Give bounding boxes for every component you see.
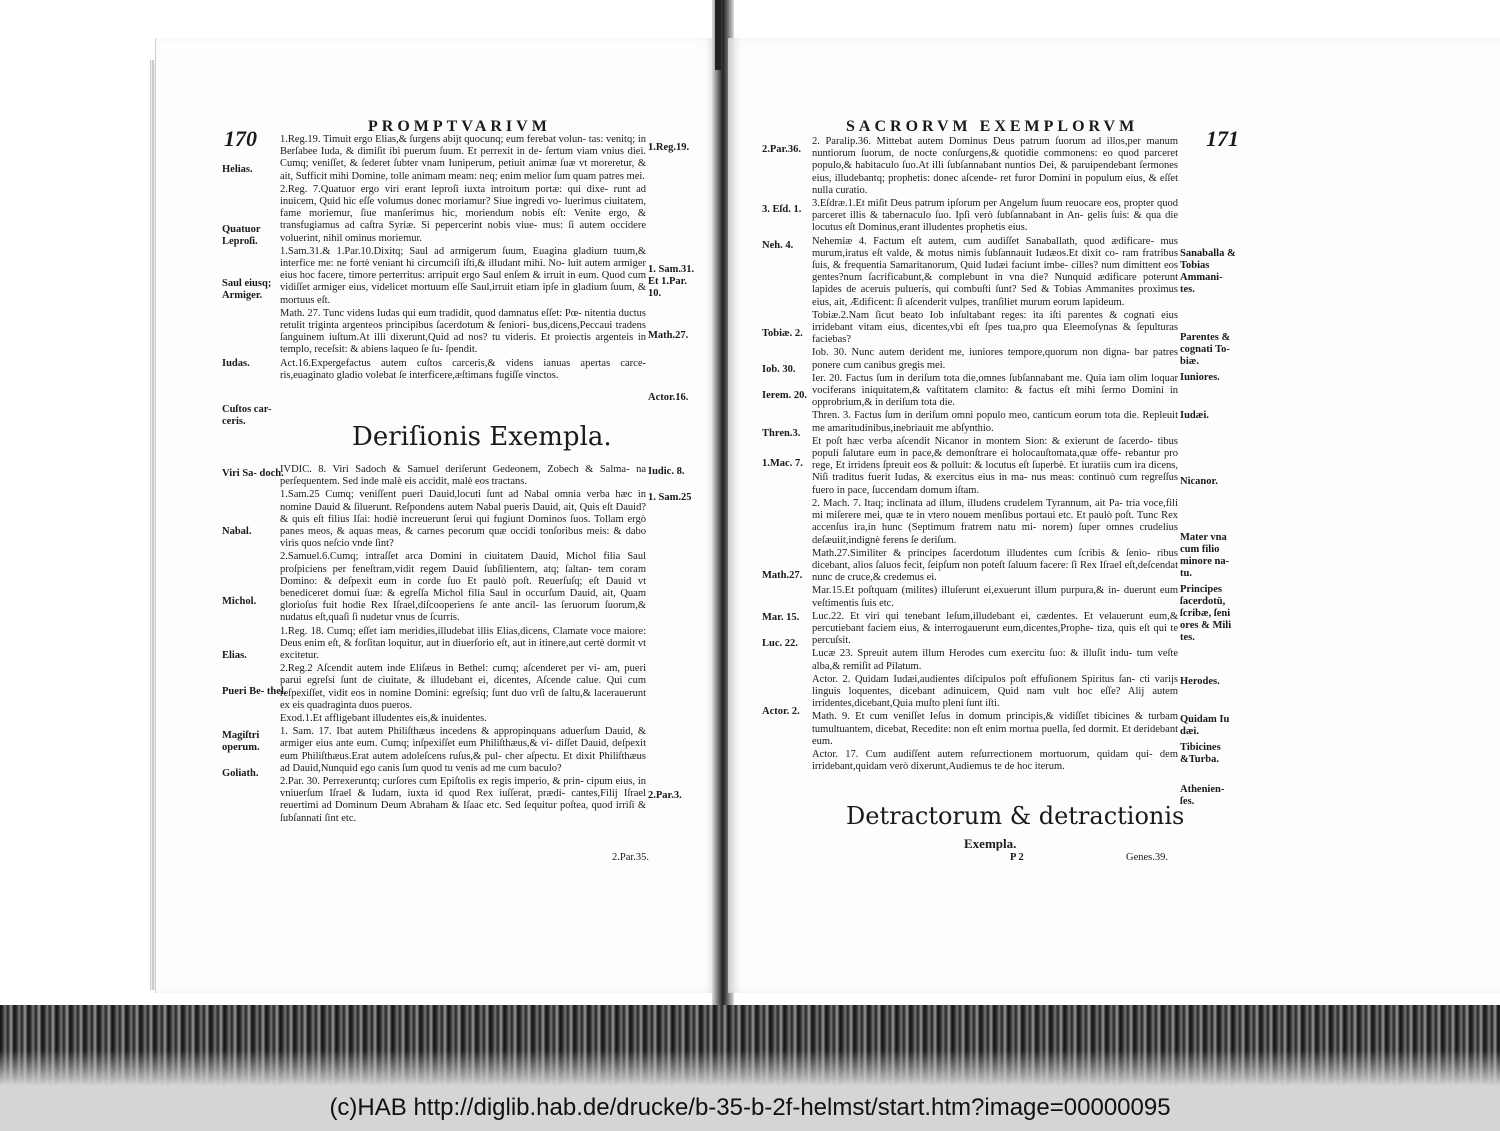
paragraph: 1.Reg. 18. Cumq; eſſet iam meridies,illudebat illis Elias,dicens, Clamate voce maiore: Deus enim eſt, & forſitan loquitur, aut in diuerſorio eſt, aut in itinere,aut certè dormit vt excitetur.: [280, 625, 646, 662]
paragraph: 3.Eſdræ.1.Et miſit Deus patrum ipſorum per Angelum ſuum reuocare eos, propter quod parceret illis & tabernaculo ſuo. Ipſi verò ſubſannabant in An- gelis ſuis: & qua die locutus eſt Dominus,erant illudentes prophetis eius.: [812, 198, 1178, 234]
paragraph: 2.Samuel.6.Cumq; intraſſet arca Domini in ciuitatem Dauid, Michol filia Saul proſpiciens per feneſtram,vidit regem Dauid ſubſilientem, atq; ſaltan- tem coram Domino: & deſpexit eum in corde ſuo Et paulò poſt. Reuerſuſq; eſt Dauid vt benediceret domui ſuæ: & egreſſa Michol filia Saul in occurſum Dauid, ait, Quam glorioſus fuit hodie Rex Iſrael,diſcooperiens ſe ante ancil- las ſeruorum ſuorum,& nudatus eſt,quaſi ſi nudetur vnus de ſcurris.: [280, 551, 646, 624]
margin-note: Cuſtos car- ceris.: [222, 404, 272, 427]
paragraph: Tobiæ.2.Nam ſicut beato Iob inſultabant reges: ita iſti parentes & cognati eius irridebant vitam eius, dicentes,vbi eſt ſpes tua,pro qua Eleemoſynas & ſepulturas faciebas?: [812, 309, 1178, 346]
paragraph: 1.Sam.25 Cumq; veniſſent pueri Dauid,locuti ſunt ad Nabal omnia verba hæc in nomine Dauid & ſiluerunt. Reſpondens autem Nabal pueris Dauid, ait, Quis eſt Dauid? & quis eſt filius Iſai: hodiè increuerunt ſerui qui fugiunt Dominos ſuos. Tollam ergò panes meos, & aquas meas, & carnes pecorum quæ occidi tonſoribus meis: & dabo viris quos neſcio vnde ſint?: [280, 489, 646, 550]
paragraph: Mar.15.Et poſtquam (milites) illuſerunt ei,exuerunt illum purpura,& in- duerunt eum veſtimentis ſuis etc.: [812, 585, 1178, 609]
margin-reference: 1.Reg.19.: [648, 142, 690, 153]
left-running-head: PROMPTVARIVM: [368, 118, 551, 135]
right-section-subheading: Exempla.: [964, 836, 1017, 851]
margin-note: Quidam Iu dæi.: [1180, 714, 1230, 737]
left-catchword: 2.Par.35.: [612, 852, 650, 863]
signature-mark: P 2: [1010, 852, 1024, 863]
margin-note: Michol.: [222, 596, 257, 607]
paragraph: 2.Reg.2 Aſcendit autem inde Eliſæus in Bethel: cumq; aſcenderet per vi- am, pueri parui egreſsi ſunt de ciuitate, & illudebant ei, dicentes, Aſcende calue. Qui cum reſpexiſſet, vidit eos in nomine Domini: egreſsiq; ſunt duo vrſi de ſaltu,& lacerauerunt ex eis quadraginta duos pueros.: [280, 663, 646, 711]
paragraph: Actor. 2. Quidam Iudæi,audientes diſcipulos poſt effuſionem Spiritus ſan- cti varijs linguis loquentes, dicebant adinuicem, Quid nam vult hoc eſſe? Alij autem irridentes,dicebant,Quia muſto pleni ſunt iſti.: [812, 673, 1178, 710]
paragraph: 1. Sam. 17. Ibat autem Philiſthæus incedens & appropinquans aduerſum Dauid, & armiger eius ante eum. Cumq; inſpexiſſet eum Philiſthæus,& vi- diſſet Dauid, deſpexit eum Philiſthæus.Erat autem adoleſcens ruſus,& pul- cher aſpectu. Et dixit Philiſthæus ad Dauid,Nunquid ego canis ſum quod tu venis ad me cum baculo?: [280, 726, 646, 774]
margin-note: Sanaballa & Tobias Ammani- tes.: [1180, 248, 1236, 295]
left-section-heading: Deriſionis Exempla.: [352, 422, 612, 452]
paragraph: Exod.1.Et affligebant illudentes eis,& inuidentes.: [280, 713, 487, 725]
paragraph: Ier. 20. Factus ſum in deriſum tota die,omnes ſubſannabant me. Quia iam olim loquar vociferans iniquitatem,& vaſtitatem clamito: & factus eſt mihi ſermo Domini in opprobrium,& in deriſum tota die.: [812, 372, 1178, 409]
margin-reference: Thren.3.: [762, 428, 801, 439]
margin-note: Iudæi.: [1180, 410, 1209, 421]
right-page: [728, 38, 1500, 993]
paragraph: 2. Paralip.36. Mittebat autem Dominus Deus patrum ſuorum ad illos,per manum nuntiorum ſuorum, de nocte conſurgens,& quotidie commonens: eo quod parceret populo,& habitaculo ſuo.At illi ſubſannabant nuntios Dei, & paruipendebant ſermones eius, illudebantq; prophetis: donec aſcende- ret furor Domini in populum eius, & eſſet nulla curatio.: [812, 136, 1178, 196]
paragraph: 2. Mach. 7. Itaq; inclinata ad illum, illudens crudelem Tyrannum, ait Pa- tria voce,fili mi miſerere mei, quæ te in vtero nouem menſibus portaui etc. Et paulò poſt. Tunc Rex accenſus ira,in hunc (Septimum fratrem natu mi- norem) ſuper omnes crudelius deſæuiit,indignè ferens ſe deriſum.: [812, 497, 1178, 546]
paragraph: IVDIC. 8. Viri Sadoch & Samuel deriſerunt Gedeonem, Zobech & Salma- na perſequentem. Sed inde malè eis accidit, malè eos tractans.: [280, 464, 646, 488]
scanner-bed-strip: [0, 1005, 1500, 1085]
margin-reference: 2.Par.36.: [762, 144, 801, 155]
paragraph: Et poſt hæc verba aſcendit Nicanor in montem Sion: & exierunt de ſacerdo- tibus populi ſalutare eum in pace,& demonſtrare ei holocauſtomata,quæ offe- rebantur pro rege, Et irridens ſpreuit eos & polluit: & locutus eſt ſuperbè. Et iuratiis cum ira dicens, Niſi traditus fuerit Iudas, & exercitus eius in ma- nus meas: continuò cum regreſſus fuero in pace, ſuccendam domum iſtam.: [812, 435, 1178, 496]
copyright-footer: (c)HAB http://diglib.hab.de/drucke/b-35-b-2f-helmst/start.htm?image=00000095: [0, 1085, 1500, 1131]
paragraph: Nehemiæ 4. Factum eſt autem, cum audiſſet Sanaballath, quod ædificare- mus murum,iratus eſt valde, & motus nimis ſubſannauit Iudæos.Et dixit co- ram fratribus ſuis, & frequentia Samaritanorum, Quid Iudæi faciunt imbe- cilles? num dimittent eos gentes?num ſacrificabunt,& complebunt in vna die? Nunquid ædificare poterunt lapides de aceruis puluerís, qui combuſti ſunt? Sed & Tobias Ammanites proximus eius, ait, Ædificent: ſi aſcenderit vulpes, tranſiliet murum eorum lapideum.: [812, 235, 1178, 308]
margin-reference: Iob. 30.: [762, 364, 796, 375]
margin-note: Parentes & cognati To- biæ.: [1180, 332, 1231, 367]
margin-note: Tibicines &Turba.: [1180, 742, 1221, 765]
margin-note: Viri Sa- doch.: [222, 468, 284, 479]
margin-note: Elias.: [222, 650, 247, 661]
margin-reference: 2.Par.3.: [648, 790, 682, 801]
right-running-head: SACRORVM EXEMPLORVM: [846, 118, 1139, 135]
margin-note: Iuniores.: [1180, 372, 1220, 383]
margin-note: Quatuor Leproſi.: [222, 224, 261, 247]
margin-note: Pueri Be- thel.: [222, 686, 287, 697]
margin-reference: 1.Mac. 7.: [762, 458, 803, 469]
paragraph: Act.16.Expergefactus autem cuſtos carceris,& videns ianuas apertas carce- ris,euaginato gladio volebat ſe interficere,æſtimans fugiſſe vinctos.: [280, 357, 646, 381]
margin-note: Nicanor.: [1180, 476, 1218, 487]
margin-reference: Mar. 15.: [762, 612, 800, 623]
paragraph: Math. 9. Et cum veniſſet Ieſus in domum principis,& vidiſſet tibicines & turbam tumultuantem, dicebat, Recedite: non eſt enim mortua puella, ſed dormit. Et deridebant eum.: [812, 711, 1178, 747]
paragraph: Luc.22. Et viri qui tenebant leſum,illudebant ei, cædentes. Et velauerunt eum,& percutiebant faciem eius, & interrogauerunt eum,dicentes,Prophe- tiza, quis eſt qui te percuſsit.: [812, 610, 1178, 647]
margin-reference: Actor.16.: [648, 392, 689, 403]
margin-reference: Iudic. 8.: [648, 466, 685, 477]
margin-note: Helias.: [222, 164, 253, 175]
paragraph: Thren. 3. Factus ſum in deriſum omni populo meo, canticum eorum tota die. Repleuit me amaritudinibus,inebriauit me abſynthio.: [812, 410, 1178, 434]
margin-reference: Ierem. 20.: [762, 390, 807, 401]
right-catchword: Genes.39.: [1126, 852, 1168, 863]
margin-reference: Math.27.: [762, 570, 803, 581]
margin-note: Nabal.: [222, 526, 252, 537]
margin-reference: 3. Eſd. 1.: [762, 204, 802, 215]
margin-reference: Tobiæ. 2.: [762, 328, 803, 339]
paragraph: 1.Reg.19. Timuit ergo Elias,& ſurgens abijt quocunq; eum ferebat volun- tas: venitq; in Berſabee Iuda, & dimiſit ibi puerum ſuum. Et perrexit in de- ſertum viam vnius diei. Cumq; veniſſet, & ſederet ſubter vnam Iuniperum, petiuit animæ ſuæ vt moreretur, & ait, Sufficit mihi Domine, tolle animam meam: neq; enim melior ſum quam patres mei.: [280, 134, 646, 182]
right-folio: 171: [1206, 126, 1239, 151]
left-page: [155, 38, 716, 993]
margin-note: Athenien- ſes.: [1180, 784, 1225, 807]
margin-note: Principes ſacerdotū, ſcribæ, ſeni ores & Mili tes.: [1180, 584, 1232, 643]
binding-shadow: [715, 0, 721, 70]
paragraph: 2.Reg. 7.Quatuor ergo viri erant leproſi iuxta introitum portæ: qui dixe- runt ad inuicem, Quid hic eſſe volumus donec moriamur? Siue ingredi vo- luerimus ciuitatem, fame moriemur, ſiue manſerimus hic, moriendum nobis eſt: Venite ergo, & transfugiamus ad caſtra Syriæ. Si pepercerint nobis viue- mus: ſi autem occidere voluerint, nihil ominus moriemur.: [280, 183, 646, 244]
left-text-block-1: [280, 134, 646, 383]
margin-reference: Actor. 2.: [762, 706, 800, 717]
left-text-block-2: [280, 464, 646, 826]
paragraph: 2.Par. 30. Perrexeruntq; curſores cum Epiſtolis ex regis imperio, & prin- cipum eius, in vniuerſum Iſrael & Iudam, iuxta id quod Rex iuſſerat, prædi- cantes,Filij Iſrael reuertimi ad Dominum Deum Abraham & Iſaac etc. Sed ſequitur poſtea, quod irriſi & ſubſannati ſint etc.: [280, 776, 646, 824]
margin-reference: Neh. 4.: [762, 240, 794, 251]
margin-note: Saul eiusq; Armiger.: [222, 278, 272, 301]
paragraph: 1.Sam.31.& 1.Par.10.Dixitq; Saul ad armigerum ſuum, Euagina gladium tuum,& interfice me: ne fortè veniant hi circumciſi iſti,& illudant mihi. No- luit autem armiger eius hoc facere, timore perterritus: arripuit ergo Saul enſem & irruit in eum. Quod cum vidiſſet armiger eius, videlicet mortuum eſſe Saul,irruit etiam ipſe in gladium ſuum, & mortuus eſt.: [280, 245, 646, 306]
margin-note: Iudas.: [222, 358, 250, 369]
margin-reference: Math.27.: [648, 330, 689, 341]
margin-note: Magiſtri operum.: [222, 730, 260, 753]
paragraph: Math.27.Similiter & principes ſacerdotum illudentes cum ſcribis & ſenio- ribus dicebant, alios ſaluos fecit, ſeipſum non poteſt ſaluum facere: ſi Rex Iſrael eſt,deſcendat nunc de cruce,& credemus ei.: [812, 547, 1178, 584]
paragraph: Actor. 17. Cum audiſſent autem reſurrectionem mortuorum, quidam qui- dem irridebant,quidam verò dixerunt,Audiemus te de hoc iterum.: [812, 748, 1178, 773]
left-folio: 170: [224, 126, 257, 151]
right-section-heading: Detractorum & detractionis: [846, 802, 1185, 830]
paragraph: Iob. 30. Nunc autem derident me, iuniores tempore,quorum non digna- bar patres ponere cum canibus gregis mei.: [812, 347, 1178, 371]
margin-note: Goliath.: [222, 768, 259, 779]
margin-reference: Luc. 22.: [762, 638, 798, 649]
paragraph: Lucæ 23. Spreuit autem illum Herodes cum exercitu ſuo: & illuſit indu- tum veſte alba,& remiſit ad Pilatum.: [812, 648, 1178, 672]
paragraph: Math. 27. Tunc videns Iudas qui eum tradidit, quod damnatus eſſet: Pœ- nitentia ductus retulit triginta argenteos principibus ſacerdotum & ſeniori- bus,dicens,Peccaui tradens ſanguinem iuſtum.At illi dixerunt,Quid ad nos? tu videris. Et proiectis argenteis in templo, receſsit: & abiens laqueo ſe ſu- ſpendit.: [280, 307, 646, 356]
margin-reference: 1. Sam.31. Et 1.Par. 10.: [648, 264, 695, 299]
margin-note: Mater vna cum filio minore na- tu.: [1180, 532, 1230, 579]
margin-reference: 1. Sam.25: [648, 492, 692, 503]
margin-note: Herodes.: [1180, 676, 1220, 687]
right-text-block: [812, 136, 1178, 774]
